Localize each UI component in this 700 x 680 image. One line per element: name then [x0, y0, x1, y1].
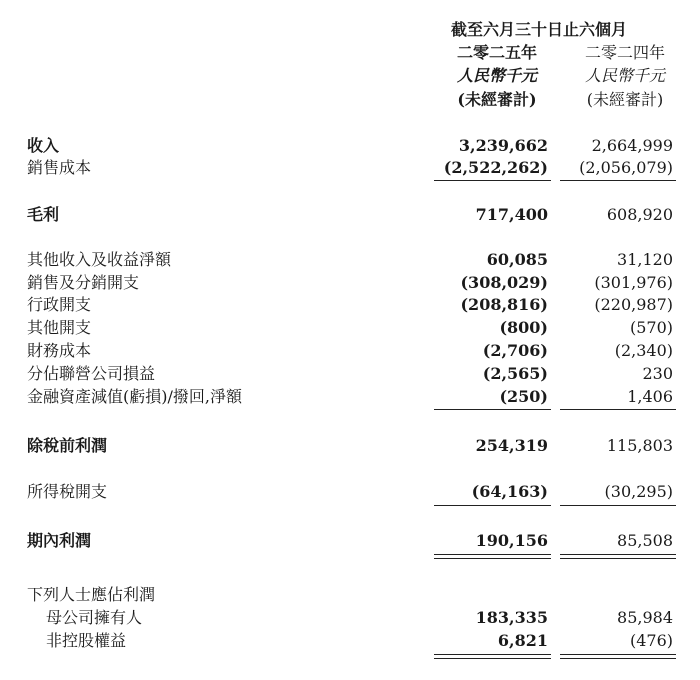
year-2024-header: 二零二四年	[584, 43, 665, 62]
row-gross-profit	[0, 204, 700, 226]
value-2024: (2,340)	[614, 341, 673, 360]
value-2025: 60,085	[486, 250, 548, 269]
value-2024: 31,120	[617, 250, 673, 269]
row-label: 其他收入及收益淨額	[27, 250, 172, 269]
row-profit-attributable	[0, 584, 700, 606]
year-2025-header: 二零二五年	[456, 43, 537, 62]
row-owners-of-parent	[0, 607, 700, 629]
row-label: 銷售成本	[27, 158, 92, 177]
value-2025: 717,400	[475, 205, 548, 224]
value-2025: (64,163)	[471, 482, 548, 501]
row-impairment	[0, 386, 700, 408]
value-2024: 85,508	[617, 531, 673, 550]
row-other-expenses	[0, 317, 700, 339]
row-admin-expenses	[0, 294, 700, 316]
row-associates-share	[0, 363, 700, 385]
row-non-controlling	[0, 630, 700, 652]
value-2024: (220,987)	[594, 295, 673, 314]
subtotal-rule-2024	[560, 409, 676, 410]
value-2025: (208,816)	[460, 295, 548, 314]
unit-2025-header: 人民幣千元	[456, 66, 537, 85]
double-rule-2024	[560, 558, 676, 559]
subtotal-rule-2024	[560, 505, 676, 506]
row-selling-expenses	[0, 272, 700, 294]
period-header: 截至六月三十日止六個月	[451, 20, 628, 39]
value-2025: (250)	[499, 387, 548, 406]
subtotal-rule-2025	[434, 505, 551, 506]
row-label: 非控股權益	[46, 631, 127, 650]
unit-2024-header: 人民幣千元	[584, 66, 665, 85]
row-label: 財務成本	[27, 341, 92, 360]
double-rule-2025	[434, 658, 551, 659]
subtotal-rule-2025	[434, 409, 551, 410]
subtotal-rule-2025	[434, 180, 551, 181]
double-rule-2024	[560, 554, 676, 555]
value-2024: (570)	[629, 318, 673, 337]
row-label: 所得稅開支	[27, 482, 108, 501]
double-rule-2024	[560, 654, 676, 655]
value-2025: (2,522,262)	[443, 158, 548, 177]
row-label: 分佔聯營公司損益	[27, 364, 156, 383]
value-2025: 3,239,662	[458, 136, 548, 155]
row-label: 下列人士應佔利潤	[27, 585, 156, 604]
audit-2025-header: (未經審計)	[457, 90, 537, 109]
value-2025: (800)	[499, 318, 548, 337]
value-2024: (2,056,079)	[579, 158, 673, 177]
row-profit-for-period	[0, 530, 700, 552]
row-label: 毛利	[27, 205, 60, 224]
value-2024: 1,406	[627, 387, 673, 406]
value-2025: 183,335	[475, 608, 548, 627]
row-cost-of-sales	[0, 157, 700, 179]
value-2024: 85,984	[617, 608, 673, 627]
row-label: 收入	[27, 136, 60, 155]
row-income-tax	[0, 481, 700, 503]
row-label: 銷售及分銷開支	[27, 273, 140, 292]
value-2024: (30,295)	[604, 482, 673, 501]
value-2024: 2,664,999	[591, 136, 673, 155]
value-2024: 230	[642, 364, 673, 383]
row-label: 期內利潤	[27, 531, 92, 550]
value-2025: (2,706)	[482, 341, 548, 360]
double-rule-2025	[434, 554, 551, 555]
value-2025: (2,565)	[482, 364, 548, 383]
value-2024: (476)	[629, 631, 673, 650]
row-label: 除稅前利潤	[27, 436, 108, 455]
row-label: 金融資產減值(虧損)/撥回,淨額	[27, 387, 242, 406]
value-2025: 190,156	[475, 531, 548, 550]
row-finance-costs	[0, 340, 700, 362]
value-2025: 6,821	[497, 631, 548, 650]
row-revenue	[0, 135, 700, 157]
value-2024: (301,976)	[594, 273, 673, 292]
value-2024: 608,920	[606, 205, 673, 224]
row-profit-before-tax	[0, 435, 700, 457]
audit-2024-header: (未經審計)	[586, 90, 664, 109]
row-label: 其他開支	[27, 318, 92, 337]
double-rule-2025	[434, 558, 551, 559]
subtotal-rule-2024	[560, 180, 676, 181]
value-2024: 115,803	[606, 436, 673, 455]
row-label: 母公司擁有人	[46, 608, 143, 627]
double-rule-2025	[434, 654, 551, 655]
row-other-income	[0, 249, 700, 271]
value-2025: (308,029)	[460, 273, 548, 292]
double-rule-2024	[560, 658, 676, 659]
value-2025: 254,319	[475, 436, 548, 455]
row-label: 行政開支	[27, 295, 92, 314]
